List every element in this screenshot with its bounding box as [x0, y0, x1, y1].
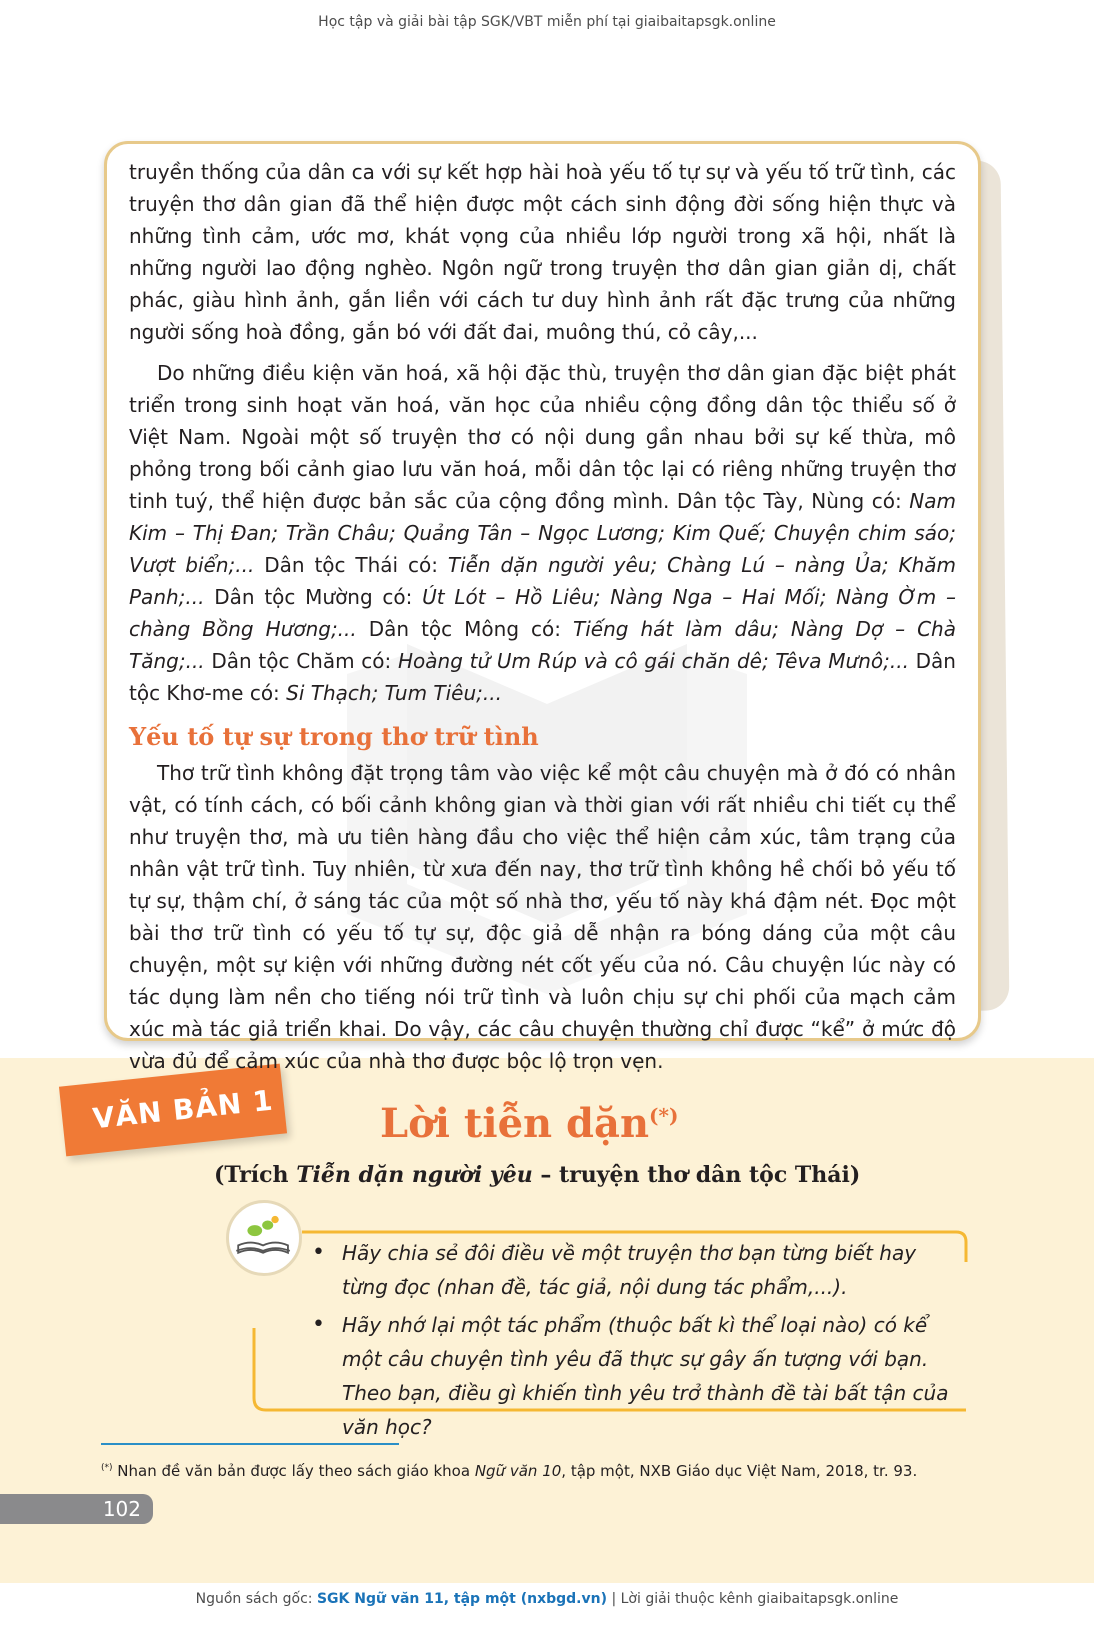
subtitle-prefix: (Trích — [214, 1162, 297, 1188]
prompt-list — [312, 1236, 952, 1448]
footnote — [101, 1462, 981, 1480]
work-titles: Tiếng hát làm dâu; Nàng Dợ – Chà Tăng;... — [129, 617, 956, 673]
info-paragraph-2 — [129, 357, 956, 709]
reading-title — [380, 1100, 800, 1147]
paragraph-text: Do những điều kiện văn hoá, xã hội đặc thù, truyện thơ dân gian đặc biệt phát triển trong sinh hoạt văn hoá, văn học của nhiều cộng đồng dân tộc thiểu số ở Việt Nam. Ngoài một số truyện thơ có nội dung gần nhau bởi sự kế thừa, mô phỏng trong bối cảnh giao lưu văn hoá, mỗi dân tộc lại có riêng những truyện thơ tinh tuý, thể hiện được bản sắc của cộng đồng mình. Dân tộc Tày, Nùng có: — [129, 361, 956, 513]
footnote-text: Nhan đề văn bản được lấy theo sách giáo khoa — [112, 1462, 475, 1480]
footer-prefix: Nguồn sách gốc: — [195, 1591, 317, 1607]
subtitle-work: Tiễn dặn người yêu — [296, 1162, 533, 1188]
bottom-banner — [0, 1591, 1094, 1607]
work-titles: Tiễn dặn người yêu; Chàng Lú – nàng Ủa; Khăm Panh;... — [129, 553, 956, 609]
info-box — [104, 141, 981, 1073]
footnote-book: Ngữ văn 10 — [474, 1462, 562, 1480]
work-titles: Si Thạch; Tum Tiêu;... — [286, 681, 502, 705]
work-titles: Hoàng tử Um Rúp và cô gái chăn dê; Têva Mưnô;... — [398, 649, 909, 673]
text-label: VĂN BẢN 1 — [91, 1083, 275, 1135]
subtitle-suffix: – truyện thơ dân tộc Thái) — [532, 1162, 861, 1188]
info-paragraph-1: truyền thống của dân ca với sự kết hợp hài hoà yếu tố tự sự và yếu tố trữ tình, các truyện thơ dân gian đã thể hiện được một cách sinh động đời sống hiện thực và những tình cảm, ước mơ, khát vọng của nhiều lớp người trong xã hội, nhất là những người lao động nghèo. Ngôn ngữ trong truyện thơ dân gian giản dị, chất phác, giàu hình ảnh, gắn liền với cách tư duy hình ảnh rất đặc trưng của những người sống hoà đồng, gắn bó với đất đai, muông thú, cỏ cây,... — [129, 160, 956, 344]
section-heading: Yếu tố tự sự trong thơ trữ tình — [129, 722, 539, 751]
page-number: 102 — [0, 1494, 153, 1524]
paragraph-text: Dân tộc Mông có: — [356, 617, 573, 641]
footer-source-link[interactable]: SGK Ngữ văn 11, tập một (nxbgd.vn) — [316, 1591, 607, 1607]
footer-suffix: | Lời giải thuộc kênh giaibaitapsgk.online — [607, 1591, 899, 1607]
reading-subtitle — [214, 1162, 914, 1188]
work-titles: Nam Kim – Thị Đan; Trần Châu; Quảng Tân – Ngọc Lương; Kim Quế; Chuyện chim sáo; Vượt biển;... — [129, 489, 956, 577]
paragraph-text: Dân tộc Mường có: — [204, 585, 423, 609]
book-icon — [226, 1200, 302, 1276]
footnote-source: , tập một, NXB Giáo dục Việt Nam, 2018, tr. 93. — [561, 1462, 918, 1480]
footnote-mark: (*) — [101, 1463, 113, 1473]
footnote-divider — [101, 1443, 399, 1445]
info-paragraph-3: Thơ trữ tình không đặt trọng tâm vào việc kể một câu chuyện mà ở đó có nhân vật, có tính cách, có bối cảnh không gian và thời gian với rất nhiều chi tiết cụ thể như truyện thơ, mà ưu tiên hàng đầu cho việc thể hiện cảm xúc, tâm trạng của nhân vật trữ tình. Tuy nhiên, từ xưa đến nay, thơ trữ tình không hề chối bỏ yếu tố tự sự, thậm chí, ở sáng tác của một số nhà thơ, yếu tố này khá đậm nét. Đọc một bài thơ trữ tình có yếu tố tự sự, độc giả dễ nhận ra bóng dáng của một câu chuyện, một sự kiện với những đường nét cốt yếu của nó. Câu chuyện lúc này có tác dụng làm nền cho tiếng nói trữ tình và luôn chịu sự chi phối của mạch cảm xúc mà tác giả triển khai. Do vậy, các câu chuyện thường chỉ được “kể” ở mức độ vừa đủ để cảm xúc của nhà thơ được bộc lộ trọn vẹn. — [129, 761, 956, 1073]
title-footnote-mark: (*) — [649, 1103, 679, 1128]
prompt-item: • Hãy nhớ lại một tác phẩm (thuộc bất kì thể loại nào) có kể một câu chuyện tình yêu đã thực sự gây ấn tượng với bạn. Theo bạn, điều gì khiến tình yêu trở thành đề tài bất tận của văn học? — [312, 1308, 952, 1444]
paragraph-text: Dân tộc Chăm có: — [204, 649, 398, 673]
paragraph-text: Dân tộc Thái có: — [254, 553, 448, 577]
paragraph-text: Dân tộc Khơ-me có: — [129, 649, 956, 705]
reading-title-text: Lời tiễn dặn — [380, 1100, 650, 1147]
top-banner: Học tập và giải bài tập SGK/VBT miễn phí tại giaibaitapsgk.online — [318, 14, 776, 30]
work-titles: Út Lót – Hồ Liêu; Nàng Nga – Hai Mối; Nàng Ờm – chàng Bồng Hương;... — [129, 585, 957, 641]
prompt-item: • Hãy chia sẻ đôi điều về một truyện thơ bạn từng biết hay từng đọc (nhan đề, tác giả, nội dung tác phẩm,...). — [312, 1236, 952, 1304]
